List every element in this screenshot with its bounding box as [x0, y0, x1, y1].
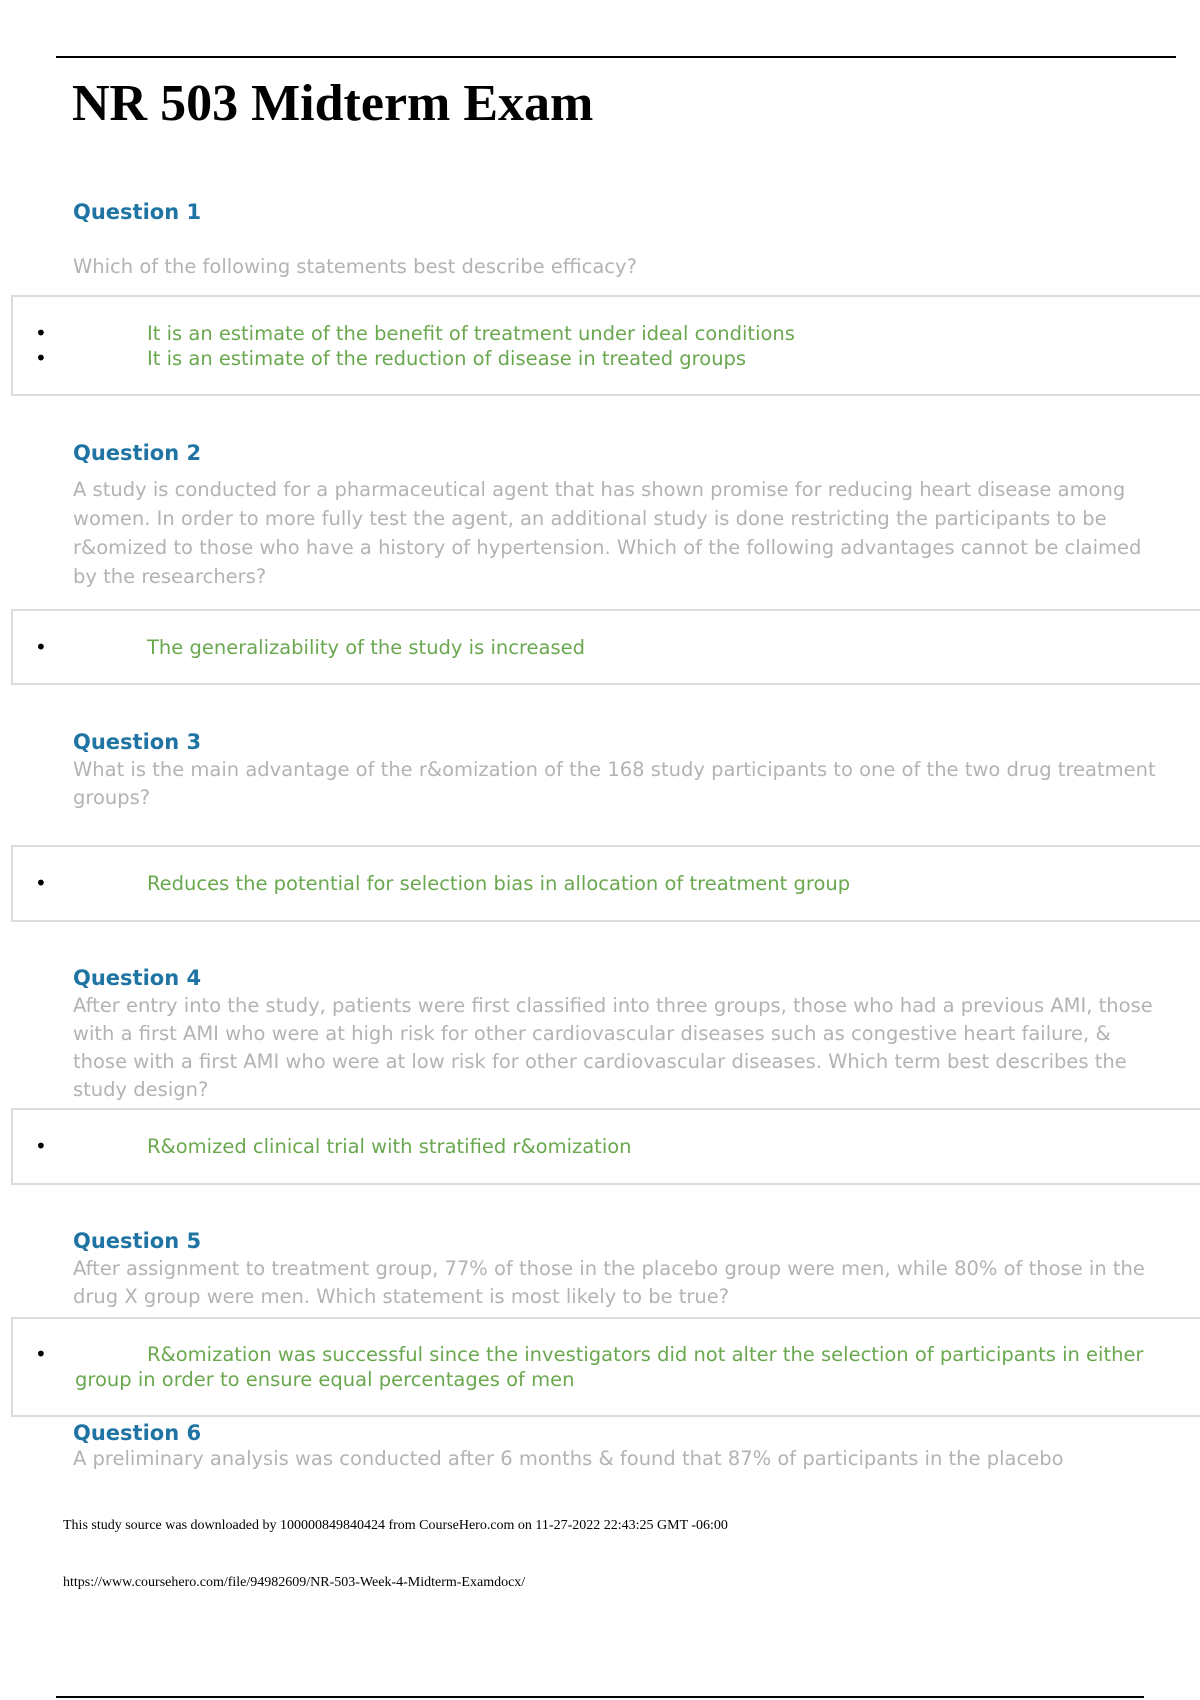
question-5-answer-box — [11, 1317, 1200, 1417]
bullet-icon: • — [35, 1134, 47, 1158]
question-3-answer-1 — [13, 871, 1200, 896]
bullet-icon: • — [35, 635, 47, 659]
question-1-answer-box — [11, 295, 1200, 396]
question-4-answer-box — [11, 1108, 1200, 1185]
bullet-icon: • — [35, 871, 47, 895]
page-title: NR 503 Midterm Exam — [72, 75, 594, 132]
question-1-answer-1 — [13, 321, 1200, 346]
question-2-heading: Question 2 — [73, 441, 202, 465]
question-4-heading: Question 4 — [73, 966, 202, 990]
source-notice: This study source was downloaded by 100000849840424 from CourseHero.com on 11-27-2022 22:43:25 GMT -06:00 — [63, 1518, 728, 1533]
question-5-heading: Question 5 — [73, 1229, 202, 1253]
source-url: https://www.coursehero.com/file/94982609/NR-503-Week-4-Midterm-Examdocx/ — [63, 1575, 526, 1590]
question-1-answer-2 — [13, 346, 1200, 371]
answer-text: It is an estimate of the benefit of treatment under ideal conditions — [147, 322, 795, 345]
answer-text: It is an estimate of the reduction of disease in treated groups — [147, 347, 747, 370]
question-5-answer-list — [13, 1342, 1200, 1392]
question-1-text: Which of the following statements best describe efficacy? — [73, 255, 637, 278]
question-4-text: After entry into the study, patients were first classified into three groups, those who had a previous AMI, those with a first AMI who were at high risk for other cardiovascular diseases such as congestive heart failure, & those with a first AMI who were at low risk for other cardiovascular diseases. Which term best describes the study design? — [73, 994, 1153, 1101]
question-3-answer-list — [13, 871, 1200, 896]
question-4-answer-list — [13, 1134, 1200, 1159]
question-5-text: After assignment to treatment group, 77% of those in the placebo group were men, while 80% of those in the drug X group were men. Which statement is most likely to be true? — [73, 1257, 1145, 1308]
question-5-answer-1 — [13, 1342, 1200, 1392]
answer-text: The generalizability of the study is increased — [147, 636, 586, 659]
question-6-text: A preliminary analysis was conducted after 6 months & found that 87% of participants in the placebo — [73, 1447, 1064, 1470]
bullet-icon: • — [35, 346, 47, 370]
question-2-answer-box — [11, 609, 1200, 685]
question-6-heading: Question 6 — [73, 1421, 202, 1445]
question-1-answer-list — [13, 321, 1200, 371]
bullet-icon: • — [35, 1342, 47, 1366]
answer-text: R&omized clinical trial with stratified r&omization — [147, 1135, 632, 1158]
bullet-icon: • — [35, 321, 47, 345]
question-4-answer-1 — [13, 1134, 1200, 1159]
question-3-heading: Question 3 — [73, 730, 202, 754]
question-2-answer-list — [13, 635, 1200, 660]
question-2-text: A study is conducted for a pharmaceutical agent that has shown promise for reducing heart disease among women. In order to more fully test the agent, an additional study is done restricting the participants to be r&omized to those who have a history of hypertension. Which of the following advantages cannot be claimed by the researchers? — [73, 478, 1142, 588]
answer-text: Reduces the potential for selection bias in allocation of treatment group — [147, 872, 851, 895]
top-rule — [56, 56, 1176, 58]
question-2-answer-1 — [13, 635, 1200, 660]
question-3-text: What is the main advantage of the r&omization of the 168 study participants to one of the two drug treatment groups? — [73, 758, 1156, 809]
question-3-answer-box — [11, 845, 1200, 922]
bottom-rule — [56, 1696, 1144, 1698]
question-1-heading: Question 1 — [73, 200, 202, 224]
answer-text: R&omization was successful since the investigators did not alter the selection of participants in either group in order to ensure equal percentages of men — [75, 1343, 1144, 1391]
